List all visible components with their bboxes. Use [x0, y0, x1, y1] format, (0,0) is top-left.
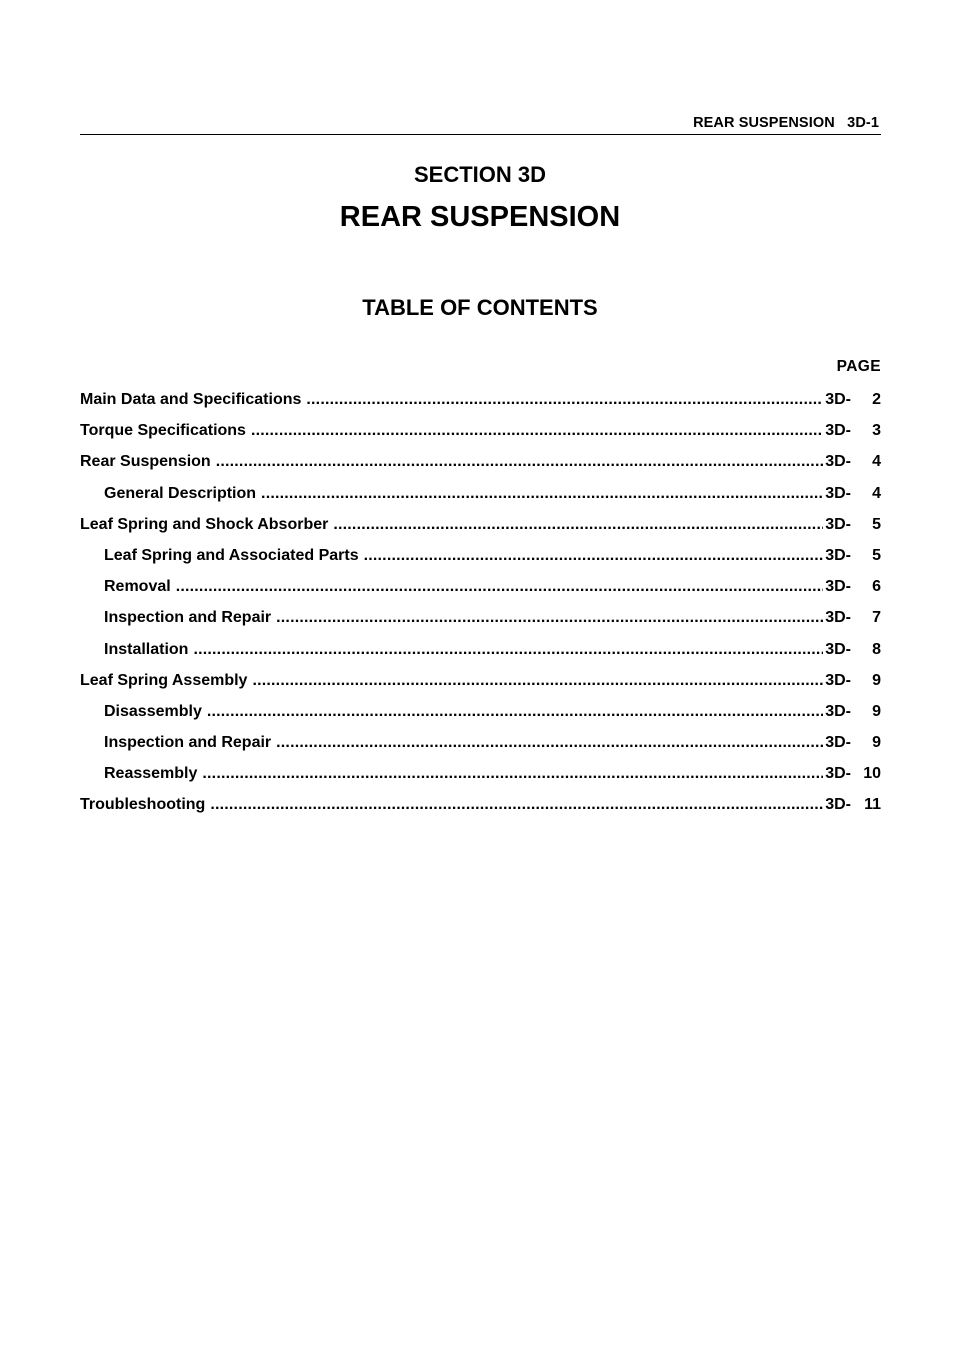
- toc-page-number: 3: [872, 422, 881, 440]
- toc-page-prefix: 3D-: [825, 453, 851, 471]
- toc-page-prefix: 3D-: [825, 734, 851, 752]
- section-title: REAR SUSPENSION: [339, 201, 621, 233]
- table-of-contents: [80, 390, 881, 827]
- toc-dot-leader: [261, 484, 823, 504]
- toc-entry-page: [825, 702, 881, 722]
- toc-dot-leader: [202, 764, 823, 784]
- toc-page-prefix: 3D-: [825, 640, 851, 658]
- toc-page-prefix: 3D-: [825, 796, 851, 814]
- toc-entry[interactable]: [80, 795, 881, 826]
- toc-subentry[interactable]: [80, 733, 881, 764]
- toc-page-number: 9: [872, 671, 881, 689]
- toc-entry-label: Main Data and Specifications: [80, 391, 302, 408]
- toc-entry-page: [825, 640, 881, 660]
- toc-entry-label: Leaf Spring and Associated Parts: [104, 546, 359, 564]
- toc-entry-page: [825, 515, 881, 535]
- toc-page-number: 4: [872, 484, 881, 502]
- toc-entry-label: Leaf Spring Assembly: [80, 671, 248, 689]
- toc-dot-leader: [333, 515, 823, 535]
- toc-entry-label: Reassembly: [104, 765, 198, 783]
- toc-entry-page: [825, 795, 881, 815]
- toc-entry-page: [825, 764, 881, 784]
- toc-subentry[interactable]: [80, 546, 881, 577]
- toc-entry-page: [825, 671, 881, 691]
- toc-page-prefix: 3D-: [825, 422, 851, 440]
- toc-entry-page: [825, 577, 881, 597]
- toc-dot-leader: [251, 421, 823, 441]
- toc-page-prefix: 3D-: [825, 484, 851, 502]
- toc-subentry[interactable]: [80, 484, 881, 515]
- toc-subentry[interactable]: [80, 577, 881, 608]
- toc-entry-page: [825, 484, 881, 504]
- toc-entry-page: [825, 390, 881, 410]
- toc-entry-label: Rear Suspension: [80, 453, 211, 471]
- toc-entry-label: Leaf Spring and Shock Absorber: [80, 515, 329, 533]
- toc-page-number: 7: [872, 609, 881, 627]
- toc-dot-leader: [252, 671, 823, 691]
- toc-page-prefix: 3D-: [825, 671, 851, 689]
- toc-page-number: 4: [872, 453, 881, 471]
- toc-page-prefix: 3D-: [825, 515, 851, 533]
- toc-page-number: 10: [863, 765, 881, 783]
- toc-page-prefix: 3D-: [825, 609, 851, 627]
- toc-page-prefix: 3D-: [825, 391, 851, 408]
- toc-entry[interactable]: [80, 671, 881, 702]
- toc-entry-page: [825, 733, 881, 753]
- toc-entry-label: General Description: [104, 484, 257, 502]
- toc-entry[interactable]: [80, 452, 881, 483]
- toc-entry-label: Installation: [104, 640, 189, 658]
- toc-page-prefix: 3D-: [825, 765, 851, 783]
- toc-entry-label: Inspection and Repair: [104, 609, 272, 627]
- toc-entry-label: Torque Specifications: [80, 422, 246, 440]
- toc-dot-leader: [276, 733, 823, 753]
- toc-page-number: 5: [872, 546, 881, 564]
- toc-entry[interactable]: [80, 421, 881, 452]
- toc-entry-label: Troubleshooting: [80, 796, 206, 814]
- toc-page-number: 5: [872, 515, 881, 533]
- toc-entry[interactable]: [80, 515, 881, 546]
- page-column-label: PAGE: [836, 358, 881, 375]
- toc-page-number: 2: [872, 391, 881, 408]
- toc-entry-page: [825, 608, 881, 628]
- toc-subentry[interactable]: [80, 764, 881, 795]
- toc-dot-leader: [364, 546, 824, 566]
- toc-dot-leader: [207, 702, 823, 722]
- toc-dot-leader: [306, 390, 823, 410]
- section-label: SECTION 3D: [413, 162, 547, 187]
- toc-entry-page: [825, 421, 881, 441]
- running-header: [80, 114, 881, 135]
- toc-dot-leader: [216, 452, 824, 472]
- toc-subentry[interactable]: [80, 702, 881, 733]
- toc-entry[interactable]: [80, 390, 881, 421]
- toc-entry-page: [825, 546, 881, 566]
- toc-dot-leader: [210, 795, 823, 815]
- toc-page-number: 8: [872, 640, 881, 658]
- toc-page-prefix: 3D-: [825, 546, 851, 564]
- toc-dot-leader: [276, 608, 823, 628]
- toc-page-number: 9: [872, 734, 881, 752]
- toc-entry-label: Inspection and Repair: [104, 734, 272, 752]
- toc-page-prefix: 3D-: [825, 702, 851, 720]
- toc-subentry[interactable]: [80, 640, 881, 671]
- toc-page-number: 6: [872, 578, 881, 596]
- running-header-text: REAR SUSPENSION 3D-1: [693, 115, 879, 131]
- toc-entry-label: Removal: [104, 578, 171, 596]
- toc-page-number: 11: [864, 796, 881, 814]
- toc-page-number: 9: [872, 702, 881, 720]
- toc-subentry[interactable]: [80, 608, 881, 639]
- toc-page-prefix: 3D-: [825, 578, 851, 596]
- toc-entry-page: [825, 452, 881, 472]
- toc-dot-leader: [193, 640, 823, 660]
- toc-heading: TABLE OF CONTENTS: [362, 295, 598, 320]
- toc-dot-leader: [176, 577, 824, 597]
- toc-entry-label: Disassembly: [104, 702, 202, 720]
